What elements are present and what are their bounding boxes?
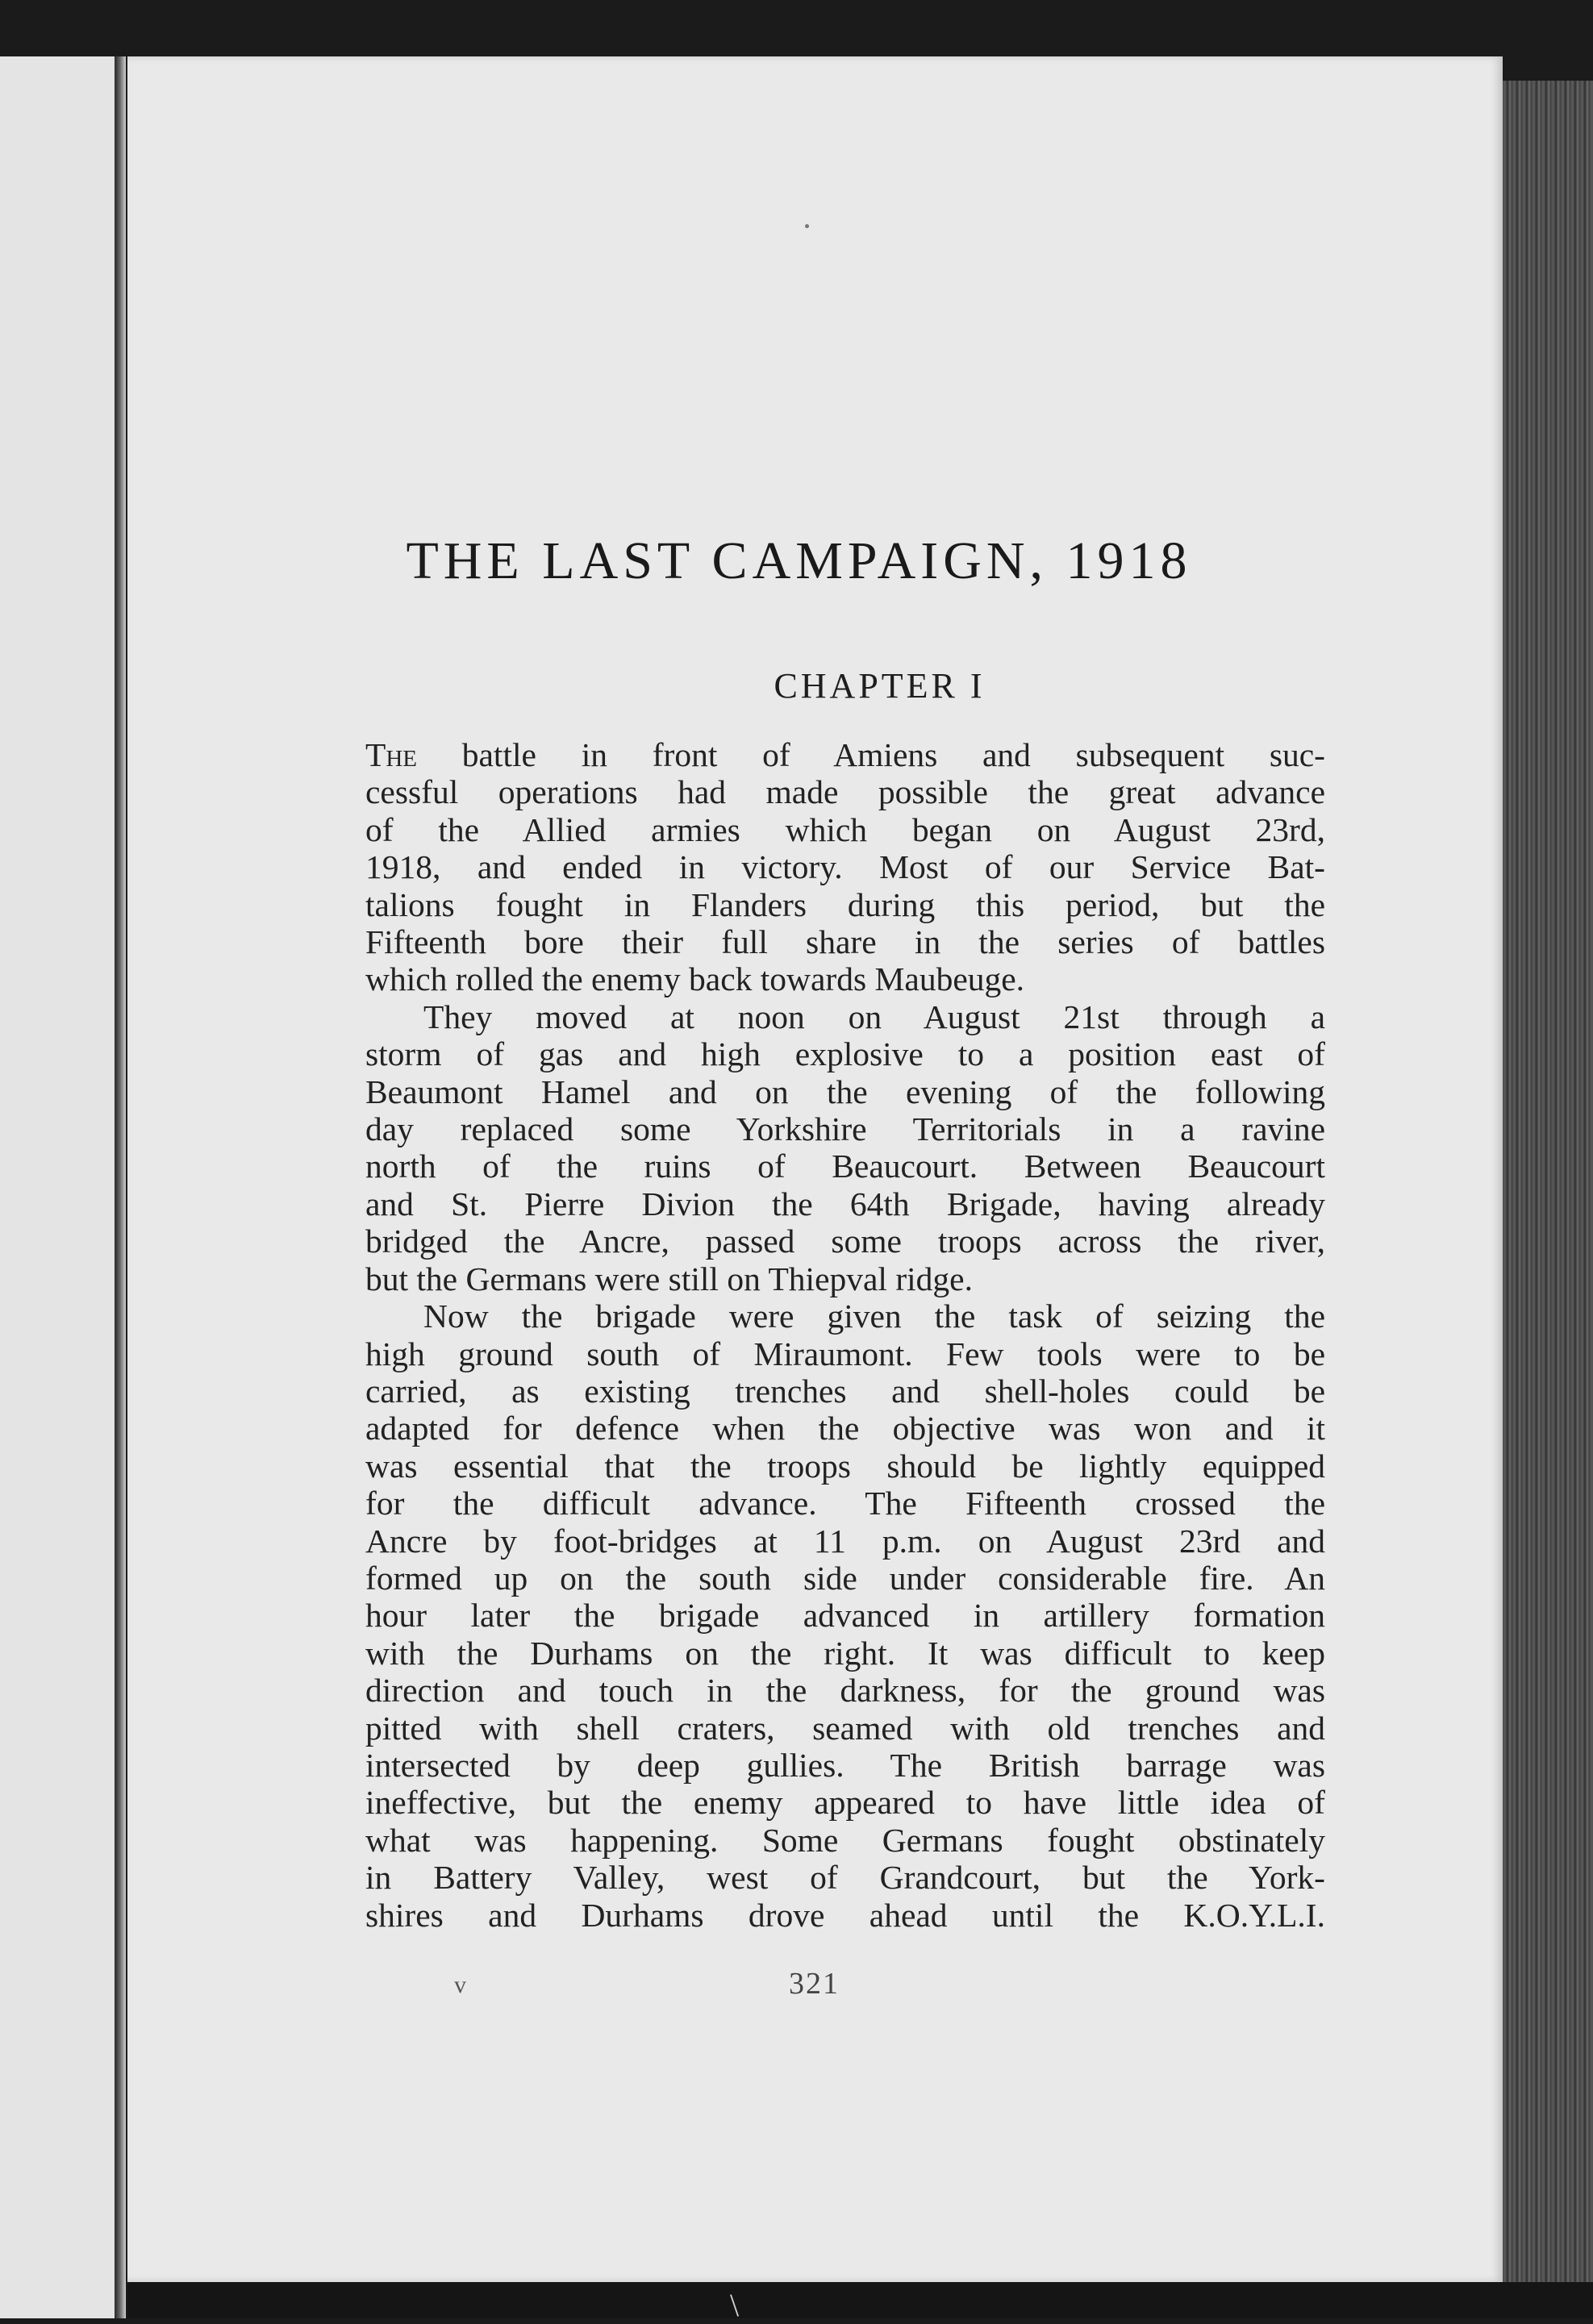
text-line: was essential that the troops should be lightly equipped	[365, 1447, 1325, 1485]
text-line: intersected by deep gullies. The British barrage was	[365, 1746, 1325, 1784]
text-line: adapted for defence when the objective was won and it	[365, 1410, 1325, 1447]
text-line: high ground south of Miraumont. Few tools were to be	[365, 1335, 1325, 1372]
page-title: THE LAST CAMPAIGN, 1918	[406, 531, 1192, 590]
text-line: talions fought in Flanders during this period, but the	[365, 885, 1325, 923]
text-line: 1918, and ended in victory. Most of our Service Bat-	[365, 848, 1325, 886]
text-line: day replaced some Yorkshire Territorials in a ravine	[365, 1110, 1325, 1148]
paragraph-1	[365, 736, 1325, 998]
left-page-edge	[0, 56, 121, 2318]
text-line: with the Durhams on the right. It was difficult to keep	[365, 1634, 1325, 1672]
text-line: in Battery Valley, west of Grandcourt, but the York-	[365, 1859, 1325, 1897]
text-line: hour later the brigade advanced in artillery formation	[365, 1597, 1325, 1635]
text-line: north of the ruins of Beaucourt. Between Beaucourt	[365, 1147, 1325, 1185]
page-number: 321	[789, 1967, 840, 2001]
body-text	[365, 736, 1325, 1934]
scan-mark: \	[730, 2287, 740, 2323]
book-page	[127, 56, 1503, 2282]
text-line: carried, as existing trenches and shell-holes could be	[365, 1372, 1325, 1410]
paragraph-2	[365, 998, 1325, 1297]
text-line: They moved at noon on August 21st through a	[423, 997, 1325, 1035]
signature-mark: v	[454, 1972, 466, 1998]
text-line: direction and touch in the darkness, for the ground was	[365, 1672, 1325, 1710]
text-line: Beaumont Hamel and on the evening of the following	[365, 1072, 1325, 1110]
text-line: formed up on the south side under considerable fire. An	[365, 1559, 1325, 1597]
paper-speck	[805, 224, 809, 228]
text-line: The battle in front of Amiens and subsequent suc-	[365, 736, 1325, 773]
book-gutter	[115, 56, 126, 2318]
text-line: bridged the Ancre, passed some troops across the river,	[365, 1222, 1325, 1260]
chapter-heading: CHAPTER I	[774, 666, 986, 706]
text-line: Fifteenth bore their full share in the series of battles	[365, 923, 1325, 961]
text-line: and St. Pierre Divion the 64th Brigade, having already	[365, 1185, 1325, 1222]
drop-word: The	[365, 736, 418, 773]
text-line: pitted with shell craters, seamed with old trenches and	[365, 1709, 1325, 1747]
text-line: shires and Durhams drove ahead until the K.O.Y.L.I.	[365, 1896, 1325, 1934]
text-line: Ancre by foot-bridges at 11 p.m. on August 23rd and	[365, 1522, 1325, 1560]
text-line: cessful operations had made possible the great advance	[365, 773, 1325, 811]
text-line: ineffective, but the enemy appeared to have little idea of	[365, 1784, 1325, 1822]
text-line: of the Allied armies which began on August 23rd,	[365, 810, 1325, 848]
text-line: which rolled the enemy back towards Maubeuge.	[365, 960, 1025, 998]
text-line: but the Germans were still on Thiepval ridge.	[365, 1260, 973, 1297]
text-line: for the difficult advance. The Fifteenth crossed the	[365, 1485, 1325, 1522]
page-stack-edge	[1503, 81, 1593, 2282]
text-line: Now the brigade were given the task of seizing the	[423, 1297, 1325, 1335]
text-line: what was happening. Some Germans fought obstinately	[365, 1821, 1325, 1859]
scan-background	[127, 2282, 1593, 2318]
text-line: storm of gas and high explosive to a position east of	[365, 1035, 1325, 1073]
paragraph-3	[365, 1297, 1325, 1934]
